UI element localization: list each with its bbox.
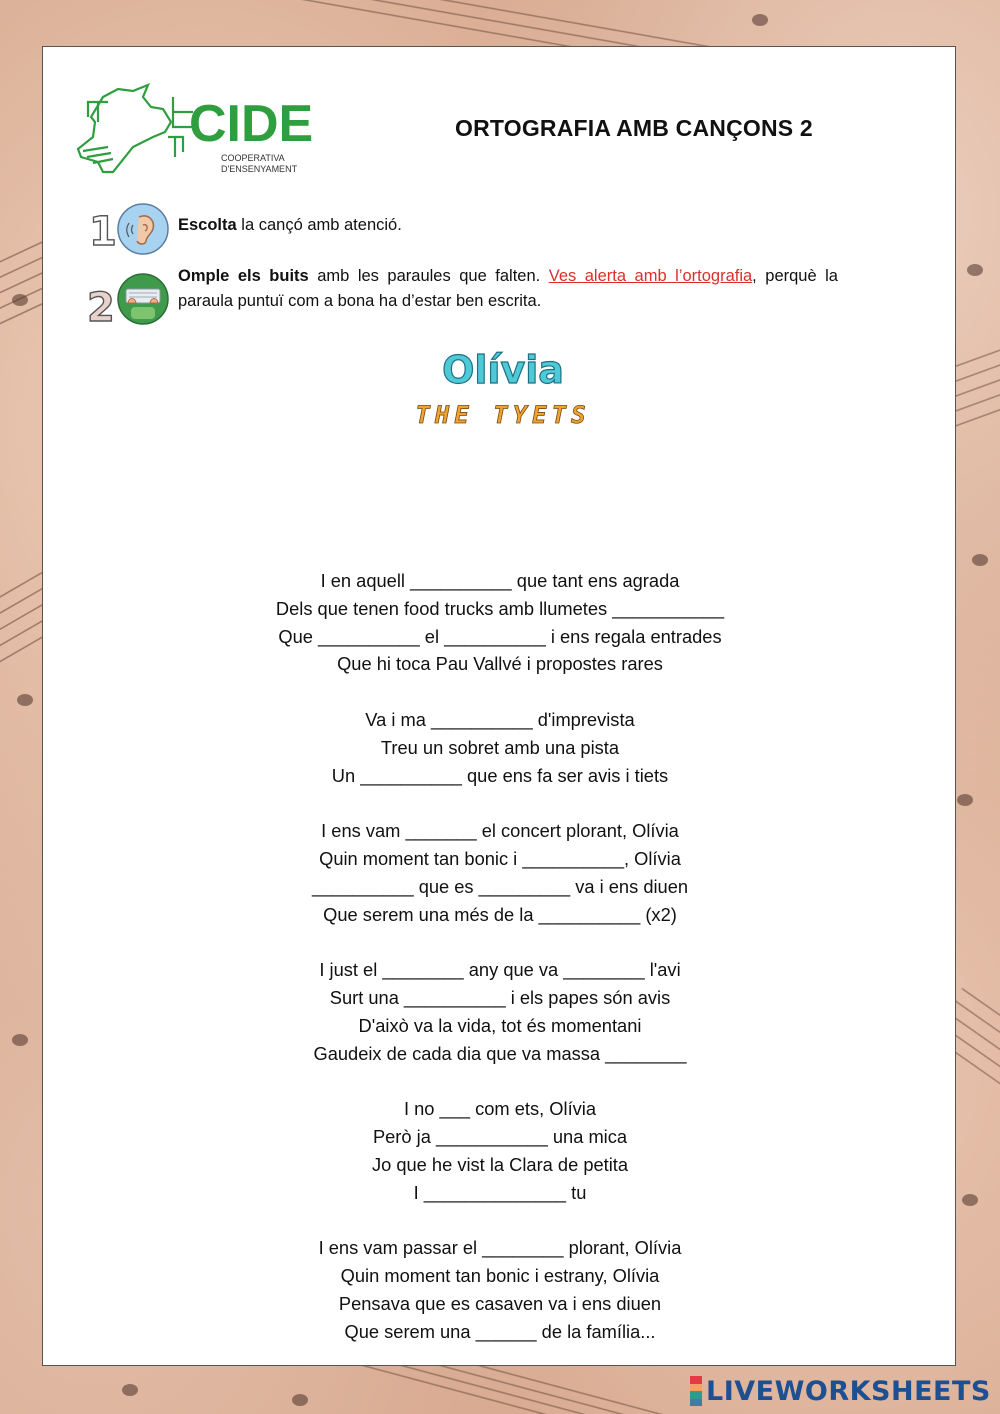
step-1-number xyxy=(85,207,117,251)
lyric-line: Surt una __________ i els papes són avis xyxy=(329,986,671,1008)
cide-logo-text: CIDE xyxy=(189,95,314,153)
song-lyrics xyxy=(43,567,957,1345)
liveworksheets-brand[interactable] xyxy=(690,1374,991,1408)
lyric-line: I ens vam _______ el concert plorant, Olívia xyxy=(321,820,679,842)
cide-logo-subtitle-1: COOPERATIVA xyxy=(221,153,285,163)
lyric-line: Que serem una més de la __________ (x2) xyxy=(323,903,677,925)
cide-logo-subtitle-2: D'ENSENYAMENT xyxy=(221,164,298,174)
step-1-bold: Escolta xyxy=(178,216,237,234)
lyric-line: Dels que tenen food trucks amb llumetes ___________ xyxy=(275,597,725,619)
lyric-line: Quin moment tan bonic i estrany, Olívia xyxy=(340,1264,660,1286)
cide-logo xyxy=(73,77,333,177)
step-1-instruction xyxy=(178,213,838,238)
lyric-line: Un __________ que ens fa ser avis i tiets xyxy=(331,764,669,786)
lyrics-stanza xyxy=(43,817,957,928)
lyrics-stanza xyxy=(43,1095,957,1206)
lyrics-stanza xyxy=(43,567,957,678)
lyric-line: I ens vam passar el ________ plorant, Olívia xyxy=(318,1237,682,1259)
step-1-text: la cançó amb atenció. xyxy=(236,216,402,234)
step-2-text: amb les paraules que falten. xyxy=(308,267,549,285)
typing-hands-icon xyxy=(117,273,169,325)
lyric-line: Va i ma __________ d'imprevista xyxy=(365,708,635,730)
liveworksheets-logo-icon xyxy=(690,1376,702,1406)
lyrics-stanza xyxy=(43,1234,957,1345)
spelling-warning-link: Ves alerta amb l’ortografia xyxy=(548,267,753,285)
lyric-line: I ______________ tu xyxy=(413,1181,587,1203)
step-2-number xyxy=(85,281,117,325)
lyric-line: Que serem una ______ de la família... xyxy=(344,1320,656,1342)
song-title: Olívia xyxy=(442,348,564,392)
page-title: ORTOGRAFIA AMB CANÇONS 2 xyxy=(455,115,813,141)
lyrics-stanza xyxy=(43,956,957,1067)
lyric-line: Que __________ el __________ i ens regala entrades xyxy=(278,625,722,647)
lyric-line: Però ja ___________ una mica xyxy=(372,1125,628,1147)
lyric-line: Pensava que es casaven va i ens diuen xyxy=(338,1292,662,1314)
svg-text:2: 2 xyxy=(87,285,115,325)
lyric-line: I no ___ com ets, Olívia xyxy=(403,1098,597,1120)
lyric-line: Quin moment tan bonic i __________, Olívia xyxy=(319,847,681,869)
lyric-line: I en aquell __________ que tant ens agrada xyxy=(320,570,680,591)
song-title-graphic xyxy=(383,343,623,438)
liveworksheets-text: LIVEWORKSHEETS xyxy=(706,1375,991,1407)
step-2-bold: Omple els buits xyxy=(178,267,309,285)
lyric-line: Gaudeix de cada dia que va massa ________ xyxy=(313,1042,687,1064)
song-artist: THE TYETS xyxy=(415,401,591,429)
lyric-line: Jo que he vist la Clara de petita xyxy=(371,1153,629,1175)
lyric-line: __________ que es _________ va i ens diuen xyxy=(311,875,689,897)
step-2-instruction xyxy=(178,264,838,314)
lyrics-stanza xyxy=(43,706,957,789)
lyric-line: Treu un sobret amb una pista xyxy=(380,736,620,758)
svg-text:1: 1 xyxy=(89,209,117,251)
step-2-text-after: , perquè la paraula puntuï com a bona ha d’estar ben escrita. xyxy=(178,267,838,310)
lyric-line: I just el ________ any que va ________ l'avi xyxy=(319,959,681,981)
lyric-line: Que hi toca Pau Vallvé i propostes rares xyxy=(337,653,663,675)
worksheet-page xyxy=(42,46,956,1366)
lyric-line: D'això va la vida, tot és momentani xyxy=(358,1014,642,1036)
ear-icon xyxy=(117,203,169,255)
